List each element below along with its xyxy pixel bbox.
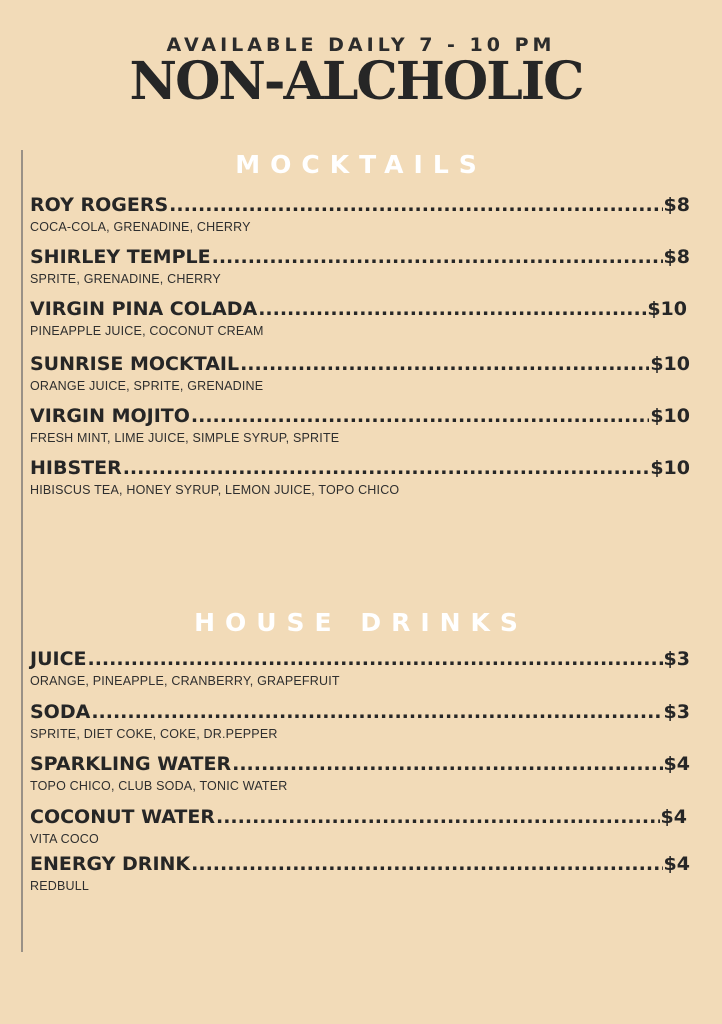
dot-leader bbox=[232, 753, 662, 775]
dot-leader bbox=[123, 457, 650, 479]
item-name: SHIRLEY TEMPLE bbox=[30, 246, 211, 268]
dot-leader bbox=[88, 648, 663, 670]
item-name: HIBSTER bbox=[30, 457, 122, 479]
section-title-mocktails: MOCKTAILS bbox=[235, 150, 487, 179]
menu-item bbox=[30, 298, 687, 338]
item-description: PINEAPPLE JUICE, COCONUT CREAM bbox=[30, 324, 264, 338]
vertical-divider bbox=[21, 150, 23, 952]
item-price: $4 bbox=[660, 806, 687, 828]
item-name: SPARKLING WATER bbox=[30, 753, 232, 775]
item-description: FRESH MINT, LIME JUICE, SIMPLE SYRUP, SPRITE bbox=[30, 431, 340, 445]
item-name: JUICE bbox=[30, 648, 87, 670]
item-description: SPRITE, GRENADINE, CHERRY bbox=[30, 272, 221, 286]
item-name: VIRGIN PINA COLADA bbox=[30, 298, 258, 320]
menu-item bbox=[30, 194, 690, 234]
dot-leader bbox=[169, 194, 662, 216]
menu-item bbox=[30, 405, 690, 445]
item-name: ENERGY DRINK bbox=[30, 853, 191, 875]
menu-item bbox=[30, 806, 687, 846]
menu-item bbox=[30, 648, 690, 688]
item-price: $10 bbox=[650, 457, 690, 479]
dot-leader bbox=[191, 853, 662, 875]
item-price: $8 bbox=[663, 246, 690, 268]
item-name: COCONUT WATER bbox=[30, 806, 215, 828]
dot-leader bbox=[258, 298, 646, 320]
item-price: $10 bbox=[647, 298, 687, 320]
item-description: VITA COCO bbox=[30, 832, 99, 846]
item-description: TOPO CHICO, CLUB SODA, TONIC WATER bbox=[30, 779, 288, 793]
item-name: ROY ROGERS bbox=[30, 194, 169, 216]
item-price: $4 bbox=[663, 853, 690, 875]
dot-leader bbox=[240, 353, 649, 375]
item-description: HIBISCUS TEA, HONEY SYRUP, LEMON JUICE, TOPO CHICO bbox=[30, 483, 400, 497]
item-price: $10 bbox=[650, 353, 690, 375]
item-description: ORANGE, PINEAPPLE, CRANBERRY, GRAPEFRUIT bbox=[30, 674, 340, 688]
item-price: $10 bbox=[650, 405, 690, 427]
item-description: COCA-COLA, GRENADINE, CHERRY bbox=[30, 220, 251, 234]
dot-leader bbox=[212, 246, 663, 268]
item-name: SUNRISE MOCKTAIL bbox=[30, 353, 240, 375]
menu-item bbox=[30, 753, 690, 793]
dot-leader bbox=[216, 806, 660, 828]
section-title-house-drinks: HOUSE DRINKS bbox=[194, 608, 528, 637]
item-description: ORANGE JUICE, SPRITE, GRENADINE bbox=[30, 379, 264, 393]
availability-text: AVAILABLE DAILY 7 - 10 PM bbox=[166, 34, 556, 56]
item-price: $3 bbox=[663, 648, 690, 670]
item-price: $3 bbox=[663, 701, 690, 723]
menu-item bbox=[30, 246, 690, 286]
item-description: SPRITE, DIET COKE, COKE, DR.PEPPER bbox=[30, 727, 278, 741]
menu-item bbox=[30, 853, 690, 893]
page-title: NON-ALCHOLIC bbox=[129, 51, 583, 112]
menu-item bbox=[30, 701, 690, 741]
menu-item bbox=[30, 457, 690, 497]
dot-leader bbox=[91, 701, 662, 723]
item-price: $8 bbox=[663, 194, 690, 216]
dot-leader bbox=[191, 405, 649, 427]
menu-item bbox=[30, 353, 690, 393]
item-name: SODA bbox=[30, 701, 91, 723]
item-price: $4 bbox=[663, 753, 690, 775]
item-description: REDBULL bbox=[30, 879, 90, 893]
item-name: VIRGIN MOJITO bbox=[30, 405, 190, 427]
